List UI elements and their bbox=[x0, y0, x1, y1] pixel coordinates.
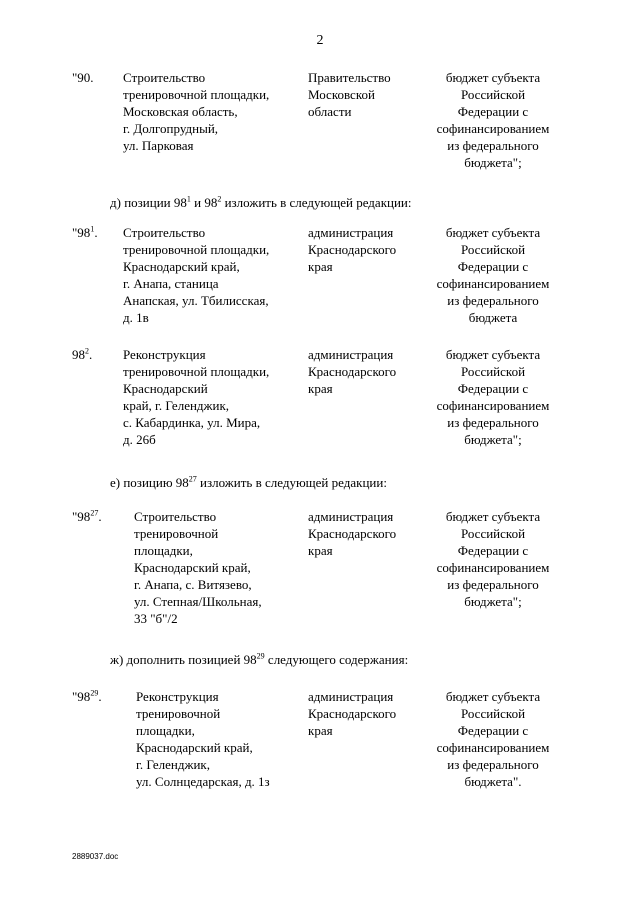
funding-cell: бюджет субъекта Российской Федерации с софинансированием из федерального бюджета"; bbox=[436, 70, 550, 170]
section-heading-e: е) позицию $98^{27}$ изложить в следующей редакции: bbox=[110, 474, 387, 490]
funding-cell: бюджет субъекта Российской Федерации с софинансированием из федерального бюджета bbox=[436, 225, 550, 325]
position-number: "$98^1$. bbox=[72, 224, 98, 240]
customer-cell: администрация Краснодарского края bbox=[308, 225, 397, 274]
position-number: "$98^{29}$. bbox=[72, 688, 102, 704]
object-cell: Строительство тренировочной площадки, Краснодарский край, г. Анапа, с. Витязево, ул. Степная/Школьная, 33 "б"/2 bbox=[134, 509, 262, 626]
object-cell: Реконструкция тренировочной площадки, Краснодарский край, г. Геленджик, с. Кабардинка, ул. Мира, д. 26б bbox=[123, 347, 270, 447]
customer-cell: администрация Краснодарского края bbox=[308, 347, 397, 396]
customer-cell: Правительство Московской области bbox=[308, 70, 391, 119]
page-number: 2 bbox=[316, 33, 324, 48]
object-cell: Строительство тренировочной площадки, Московская область, г. Долгопрудный, ул. Парковая bbox=[123, 70, 270, 153]
object-cell: Реконструкция тренировочной площадки, Краснодарский край, г. Геленджик, ул. Солнцедарская, д. 1з bbox=[136, 689, 270, 789]
funding-cell: бюджет субъекта Российской Федерации с софинансированием из федерального бюджета"; bbox=[436, 347, 550, 447]
position-number: "$98^{27}$. bbox=[72, 508, 102, 524]
section-heading-d: д) позиции $98^1$ и $98^2$ изложить в следующей редакции: bbox=[110, 194, 412, 210]
customer-cell: администрация Краснодарского края bbox=[308, 689, 397, 738]
document-filename: 2889037.doc bbox=[72, 852, 119, 861]
position-number: "90. bbox=[72, 70, 94, 85]
customer-cell: администрация Краснодарского края bbox=[308, 509, 397, 558]
position-number: $98^2$. bbox=[72, 346, 93, 362]
funding-cell: бюджет субъекта Российской Федерации с софинансированием из федерального бюджета"; bbox=[436, 509, 550, 609]
object-cell: Строительство тренировочной площадки, Краснодарский край, г. Анапа, станица Анапская, ул. Тбилисская, д. 1в bbox=[123, 225, 270, 325]
section-heading-zh: ж) дополнить позицией $98^{29}$ следующего содержания: bbox=[110, 651, 409, 667]
funding-cell: бюджет субъекта Российской Федерации с софинансированием из федерального бюджета". bbox=[436, 689, 550, 789]
